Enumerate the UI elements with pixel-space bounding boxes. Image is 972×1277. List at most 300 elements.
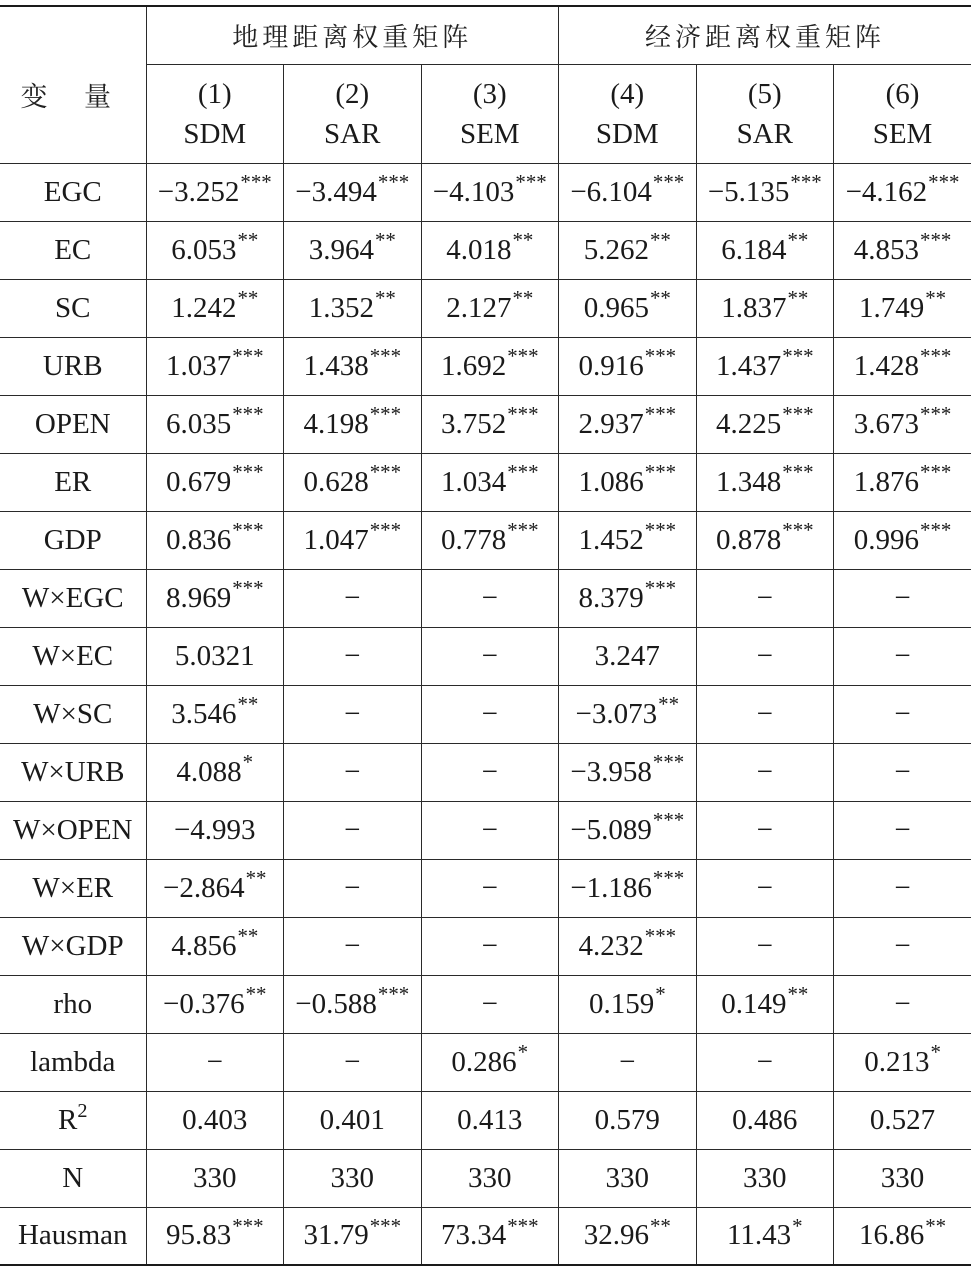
coefficient-cell: [421, 685, 559, 743]
coefficient-value: 1.749: [858, 291, 925, 324]
coefficient-cell: [284, 1149, 422, 1207]
coefficient-cell: [834, 917, 972, 975]
coefficient-cell: [284, 511, 422, 569]
coefficient-value: 16.86: [858, 1219, 925, 1252]
coefficient-value: −: [206, 1045, 223, 1078]
coefficient-value: 0.679: [165, 465, 232, 498]
coefficient-value: −: [344, 1045, 361, 1078]
coefficient-cell: [696, 975, 834, 1033]
coefficient-value: 4.018: [446, 233, 512, 266]
significance-stars: ***: [782, 402, 814, 427]
model-number: (4): [610, 77, 645, 110]
table-row: [0, 1091, 971, 1149]
coefficient-value: 2.937: [578, 407, 644, 440]
coefficient-cell: [146, 163, 284, 221]
coefficient-cell: [146, 511, 284, 569]
coefficient-value: 3.752: [440, 407, 507, 440]
coefficient-value: −0.376: [163, 987, 245, 1020]
significance-stars: *: [517, 1040, 529, 1065]
significance-stars: ***: [920, 402, 952, 427]
coefficient-cell: [284, 221, 422, 279]
variable-name: W×SC: [33, 697, 113, 730]
coefficient-value: −6.104: [570, 175, 652, 208]
variable-name: W×OPEN: [13, 813, 133, 846]
coefficient-value: 8.969: [165, 581, 232, 614]
coefficient-value: 11.43: [726, 1219, 792, 1252]
coefficient-cell: [696, 801, 834, 859]
significance-stars: ***: [644, 924, 677, 949]
variable-name-cell: [0, 163, 146, 221]
significance-stars: ***: [232, 460, 264, 485]
coefficient-value: −: [894, 929, 911, 962]
model-header: [696, 64, 834, 163]
coefficient-cell: [421, 511, 559, 569]
coefficient-cell: [559, 453, 697, 511]
coefficient-value: −: [894, 987, 911, 1020]
coefficient-value: 0.579: [594, 1103, 660, 1136]
variable-name: EC: [54, 233, 92, 266]
model-number: (5): [747, 77, 782, 110]
coefficient-cell: [421, 163, 559, 221]
variable-name: Hausman: [17, 1219, 128, 1252]
model-header-row: [0, 64, 971, 163]
significance-stars: **: [649, 286, 671, 311]
significance-stars: ***: [644, 402, 677, 427]
coefficient-value: 1.437: [716, 349, 782, 382]
significance-stars: ***: [652, 866, 685, 891]
significance-stars: **: [374, 228, 396, 253]
coefficient-value: −: [344, 755, 361, 788]
coefficient-cell: [834, 453, 972, 511]
coefficient-value: 0.486: [732, 1103, 798, 1136]
coefficient-value: 330: [605, 1161, 650, 1194]
significance-stars: **: [237, 924, 259, 949]
coefficient-value: 1.037: [165, 349, 232, 382]
significance-stars: ***: [644, 576, 677, 601]
coefficient-cell: [284, 453, 422, 511]
coefficient-value: 0.413: [457, 1103, 523, 1136]
variable-name: URB: [42, 349, 103, 382]
coefficient-cell: [421, 1207, 559, 1265]
coefficient-cell: [559, 1033, 697, 1091]
coefficient-cell: [421, 917, 559, 975]
variable-superscript: 2: [77, 1099, 88, 1122]
coefficient-value: 0.401: [319, 1103, 385, 1136]
coefficient-cell: [146, 1149, 284, 1207]
coefficient-cell: [696, 163, 834, 221]
coefficient-value: −2.864: [163, 871, 245, 904]
coefficient-cell: [421, 1149, 559, 1207]
coefficient-value: −0.588: [295, 987, 377, 1020]
coefficient-cell: [146, 279, 284, 337]
model-name: SDM: [595, 117, 659, 150]
significance-stars: ***: [920, 518, 952, 543]
significance-stars: **: [512, 286, 534, 311]
coefficient-cell: [696, 279, 834, 337]
coefficient-cell: [559, 1149, 697, 1207]
coefficient-value: −4.993: [173, 813, 256, 846]
variable-name-cell: [0, 279, 146, 337]
coefficient-cell: [559, 917, 697, 975]
coefficient-cell: [834, 1207, 972, 1265]
coefficient-value: −3.494: [295, 175, 377, 208]
coefficient-cell: [834, 511, 972, 569]
significance-stars: ***: [652, 750, 685, 775]
coefficient-cell: [146, 685, 284, 743]
coefficient-value: 4.856: [171, 929, 237, 962]
coefficient-cell: [559, 163, 697, 221]
significance-stars: ***: [507, 1213, 539, 1238]
coefficient-cell: [696, 1207, 834, 1265]
significance-stars: ***: [644, 518, 677, 543]
table-row: [0, 975, 971, 1033]
significance-stars: ***: [782, 460, 814, 485]
group-header-row: [0, 6, 971, 64]
coefficient-value: 0.996: [853, 523, 919, 556]
coefficient-cell: [696, 337, 834, 395]
coefficient-value: −: [894, 581, 911, 614]
coefficient-value: 1.692: [440, 349, 507, 382]
model-header: [421, 64, 559, 163]
significance-stars: **: [658, 692, 680, 717]
significance-stars: ***: [920, 344, 952, 369]
coefficient-cell: [559, 395, 697, 453]
model-name: SEM: [872, 117, 933, 150]
coefficient-value: 0.286: [451, 1045, 517, 1078]
significance-stars: ***: [240, 170, 272, 195]
significance-stars: **: [649, 1213, 671, 1238]
coefficient-cell: [834, 975, 972, 1033]
variable-name-cell: [0, 1207, 146, 1265]
significance-stars: ***: [232, 1213, 264, 1238]
coefficient-value: −: [481, 581, 498, 614]
variable-name: ER: [54, 465, 92, 498]
significance-stars: *: [792, 1213, 803, 1238]
coefficient-cell: [834, 279, 972, 337]
coefficient-value: 4.225: [716, 407, 782, 440]
significance-stars: ***: [507, 460, 539, 485]
coefficient-cell: [696, 1091, 834, 1149]
coefficient-value: 1.452: [578, 523, 644, 556]
coefficient-value: −: [344, 581, 361, 614]
economic-distance-matrix-header: 经济距离权重矩阵: [559, 6, 972, 64]
coefficient-value: 0.213: [864, 1045, 930, 1078]
coefficient-cell: [146, 221, 284, 279]
variable-name-cell: [0, 627, 146, 685]
model-header: [284, 64, 422, 163]
significance-stars: ***: [507, 402, 539, 427]
coefficient-cell: [284, 801, 422, 859]
coefficient-cell: [146, 627, 284, 685]
table-row: [0, 1149, 971, 1207]
model-name: SDM: [183, 117, 247, 150]
coefficient-value: −: [344, 871, 361, 904]
coefficient-cell: [146, 453, 284, 511]
significance-stars: *: [930, 1040, 941, 1065]
significance-stars: ***: [652, 808, 685, 833]
coefficient-value: 1.438: [303, 349, 369, 382]
coefficient-value: −: [894, 871, 911, 904]
coefficient-value: 0.159: [588, 987, 655, 1020]
coefficient-value: 0.878: [716, 523, 782, 556]
coefficient-value: −: [756, 581, 773, 614]
significance-stars: ***: [782, 518, 814, 543]
coefficient-cell: [696, 569, 834, 627]
coefficient-cell: [834, 685, 972, 743]
significance-stars: **: [374, 286, 396, 311]
geographic-distance-matrix-header: 地理距离权重矩阵: [146, 6, 559, 64]
variable-name-cell: [0, 569, 146, 627]
coefficient-value: −: [756, 813, 773, 846]
table-row: [0, 1033, 971, 1091]
coefficient-cell: [284, 569, 422, 627]
coefficient-value: 330: [193, 1161, 237, 1194]
coefficient-value: −: [756, 1045, 773, 1078]
coefficient-value: −: [894, 813, 911, 846]
regression-results-table: [0, 5, 971, 1266]
significance-stars: **: [787, 982, 809, 1007]
coefficient-value: −: [481, 871, 498, 904]
coefficient-cell: [696, 511, 834, 569]
coefficient-cell: [421, 975, 559, 1033]
coefficient-cell: [421, 859, 559, 917]
coefficient-cell: [284, 337, 422, 395]
table-row: [0, 511, 971, 569]
coefficient-value: −: [344, 929, 361, 962]
coefficient-cell: [146, 569, 284, 627]
coefficient-cell: [146, 1091, 284, 1149]
coefficient-cell: [559, 685, 697, 743]
coefficient-value: 3.546: [171, 697, 237, 730]
coefficient-value: 0.527: [869, 1103, 936, 1136]
variable-name: R: [58, 1103, 78, 1136]
coefficient-cell: [696, 453, 834, 511]
coefficient-cell: [696, 1033, 834, 1091]
significance-stars: ***: [232, 518, 264, 543]
coefficient-cell: [146, 801, 284, 859]
coefficient-value: −: [481, 755, 498, 788]
table-row: [0, 395, 971, 453]
coefficient-cell: [421, 337, 559, 395]
coefficient-cell: [559, 337, 697, 395]
coefficient-value: −: [481, 813, 498, 846]
coefficient-cell: [696, 1149, 834, 1207]
variable-name-cell: [0, 1033, 146, 1091]
significance-stars: ***: [232, 344, 264, 369]
model-name: SEM: [459, 117, 520, 150]
significance-stars: **: [512, 228, 534, 253]
model-header: [559, 64, 697, 163]
significance-stars: **: [237, 228, 259, 253]
coefficient-value: 32.96: [583, 1219, 649, 1252]
model-number: (2): [335, 77, 370, 110]
coefficient-value: 1.352: [308, 291, 374, 324]
table-row: [0, 453, 971, 511]
table-row: [0, 163, 971, 221]
coefficient-cell: [284, 975, 422, 1033]
coefficient-cell: [421, 1091, 559, 1149]
coefficient-cell: [146, 395, 284, 453]
coefficient-cell: [421, 221, 559, 279]
coefficient-cell: [834, 627, 972, 685]
significance-stars: ***: [644, 460, 677, 485]
coefficient-value: 0.836: [165, 523, 232, 556]
significance-stars: ***: [644, 344, 677, 369]
coefficient-cell: [696, 627, 834, 685]
coefficient-value: −: [619, 1045, 636, 1078]
coefficient-cell: [696, 395, 834, 453]
variable-name: SC: [55, 291, 91, 324]
table-row: [0, 1207, 971, 1265]
table-row: [0, 221, 971, 279]
coefficient-cell: [284, 395, 422, 453]
coefficient-value: −5.135: [707, 175, 790, 208]
significance-stars: ***: [920, 228, 952, 253]
significance-stars: ***: [928, 170, 960, 195]
coefficient-cell: [696, 743, 834, 801]
coefficient-cell: [559, 511, 697, 569]
coefficient-cell: [559, 859, 697, 917]
coefficient-cell: [421, 569, 559, 627]
significance-stars: ***: [369, 402, 402, 427]
coefficient-value: −: [894, 639, 911, 672]
coefficient-cell: [146, 1033, 284, 1091]
variable-name-cell: [0, 801, 146, 859]
significance-stars: ***: [515, 170, 547, 195]
coefficient-value: −: [756, 929, 773, 962]
coefficient-cell: [421, 743, 559, 801]
coefficient-value: −: [481, 697, 498, 730]
coefficient-value: 0.778: [440, 523, 507, 556]
coefficient-cell: [559, 627, 697, 685]
coefficient-value: −: [756, 639, 773, 672]
coefficient-cell: [559, 975, 697, 1033]
table-row: [0, 337, 971, 395]
coefficient-value: 8.379: [578, 581, 644, 614]
coefficient-value: −: [894, 755, 911, 788]
coefficient-value: 5.262: [583, 233, 649, 266]
coefficient-value: −4.103: [432, 175, 515, 208]
coefficient-cell: [284, 859, 422, 917]
coefficient-value: 4.853: [853, 233, 919, 266]
coefficient-value: 3.673: [853, 407, 919, 440]
coefficient-cell: [284, 1207, 422, 1265]
variable-name: OPEN: [34, 407, 111, 440]
significance-stars: ***: [920, 460, 952, 485]
significance-stars: **: [925, 286, 947, 311]
variable-name-cell: [0, 975, 146, 1033]
table-row: [0, 917, 971, 975]
coefficient-value: 0.965: [583, 291, 649, 324]
coefficient-value: 4.198: [303, 407, 369, 440]
significance-stars: **: [237, 286, 259, 311]
significance-stars: ***: [790, 170, 822, 195]
coefficient-cell: [421, 453, 559, 511]
coefficient-value: −: [756, 755, 773, 788]
coefficient-value: −: [344, 697, 361, 730]
coefficient-value: 1.348: [716, 465, 782, 498]
coefficient-cell: [834, 1091, 972, 1149]
coefficient-value: −: [481, 639, 498, 672]
significance-stars: ***: [507, 518, 539, 543]
coefficient-cell: [284, 743, 422, 801]
coefficient-cell: [284, 1033, 422, 1091]
coefficient-value: 4.232: [578, 929, 644, 962]
coefficient-cell: [146, 337, 284, 395]
coefficient-value: −: [894, 697, 911, 730]
coefficient-value: 31.79: [303, 1219, 369, 1252]
coefficient-value: 330: [880, 1161, 925, 1194]
coefficient-cell: [284, 627, 422, 685]
significance-stars: *: [242, 750, 254, 775]
coefficient-cell: [146, 743, 284, 801]
coefficient-value: 1.242: [171, 291, 237, 324]
significance-stars: ***: [377, 170, 410, 195]
coefficient-cell: [696, 685, 834, 743]
coefficient-cell: [834, 743, 972, 801]
table-row: [0, 743, 971, 801]
coefficient-cell: [421, 801, 559, 859]
variable-name-cell: [0, 1149, 146, 1207]
table-row: [0, 859, 971, 917]
table-row: [0, 627, 971, 685]
coefficient-cell: [834, 1149, 972, 1207]
coefficient-cell: [834, 221, 972, 279]
table-header: [0, 6, 971, 163]
significance-stars: **: [245, 866, 267, 891]
table-row: [0, 569, 971, 627]
variable-name: W×ER: [32, 871, 114, 904]
coefficient-value: −3.958: [570, 755, 652, 788]
coefficient-cell: [834, 801, 972, 859]
coefficient-value: 1.837: [721, 291, 787, 324]
variable-name-cell: [0, 1091, 146, 1149]
coefficient-value: 3.247: [594, 639, 660, 672]
model-header: [834, 64, 972, 163]
coefficient-value: −: [344, 639, 361, 672]
coefficient-value: −5.089: [570, 813, 652, 846]
coefficient-cell: [834, 395, 972, 453]
coefficient-value: 1.428: [853, 349, 919, 382]
variable-name: W×URB: [21, 755, 125, 788]
coefficient-cell: [559, 1091, 697, 1149]
significance-stars: ***: [507, 344, 539, 369]
coefficient-value: 95.83: [165, 1219, 232, 1252]
variable-name-cell: [0, 221, 146, 279]
coefficient-value: 0.916: [578, 349, 644, 382]
coefficient-cell: [146, 859, 284, 917]
coefficient-value: −: [481, 987, 498, 1020]
coefficient-cell: [284, 685, 422, 743]
coefficient-cell: [421, 395, 559, 453]
coefficient-cell: [559, 743, 697, 801]
model-header: [146, 64, 284, 163]
coefficient-cell: [834, 569, 972, 627]
significance-stars: **: [649, 228, 671, 253]
coefficient-value: 6.184: [721, 233, 787, 266]
significance-stars: **: [237, 692, 259, 717]
model-number: (6): [885, 77, 920, 110]
coefficient-cell: [696, 859, 834, 917]
coefficient-value: −: [756, 697, 773, 730]
variable-name: W×EC: [32, 639, 114, 672]
coefficient-cell: [146, 975, 284, 1033]
coefficient-value: 1.876: [853, 465, 919, 498]
variable-name: rho: [53, 987, 93, 1020]
coefficient-cell: [834, 1033, 972, 1091]
coefficient-value: 0.628: [303, 465, 369, 498]
coefficient-value: 0.403: [182, 1103, 248, 1136]
